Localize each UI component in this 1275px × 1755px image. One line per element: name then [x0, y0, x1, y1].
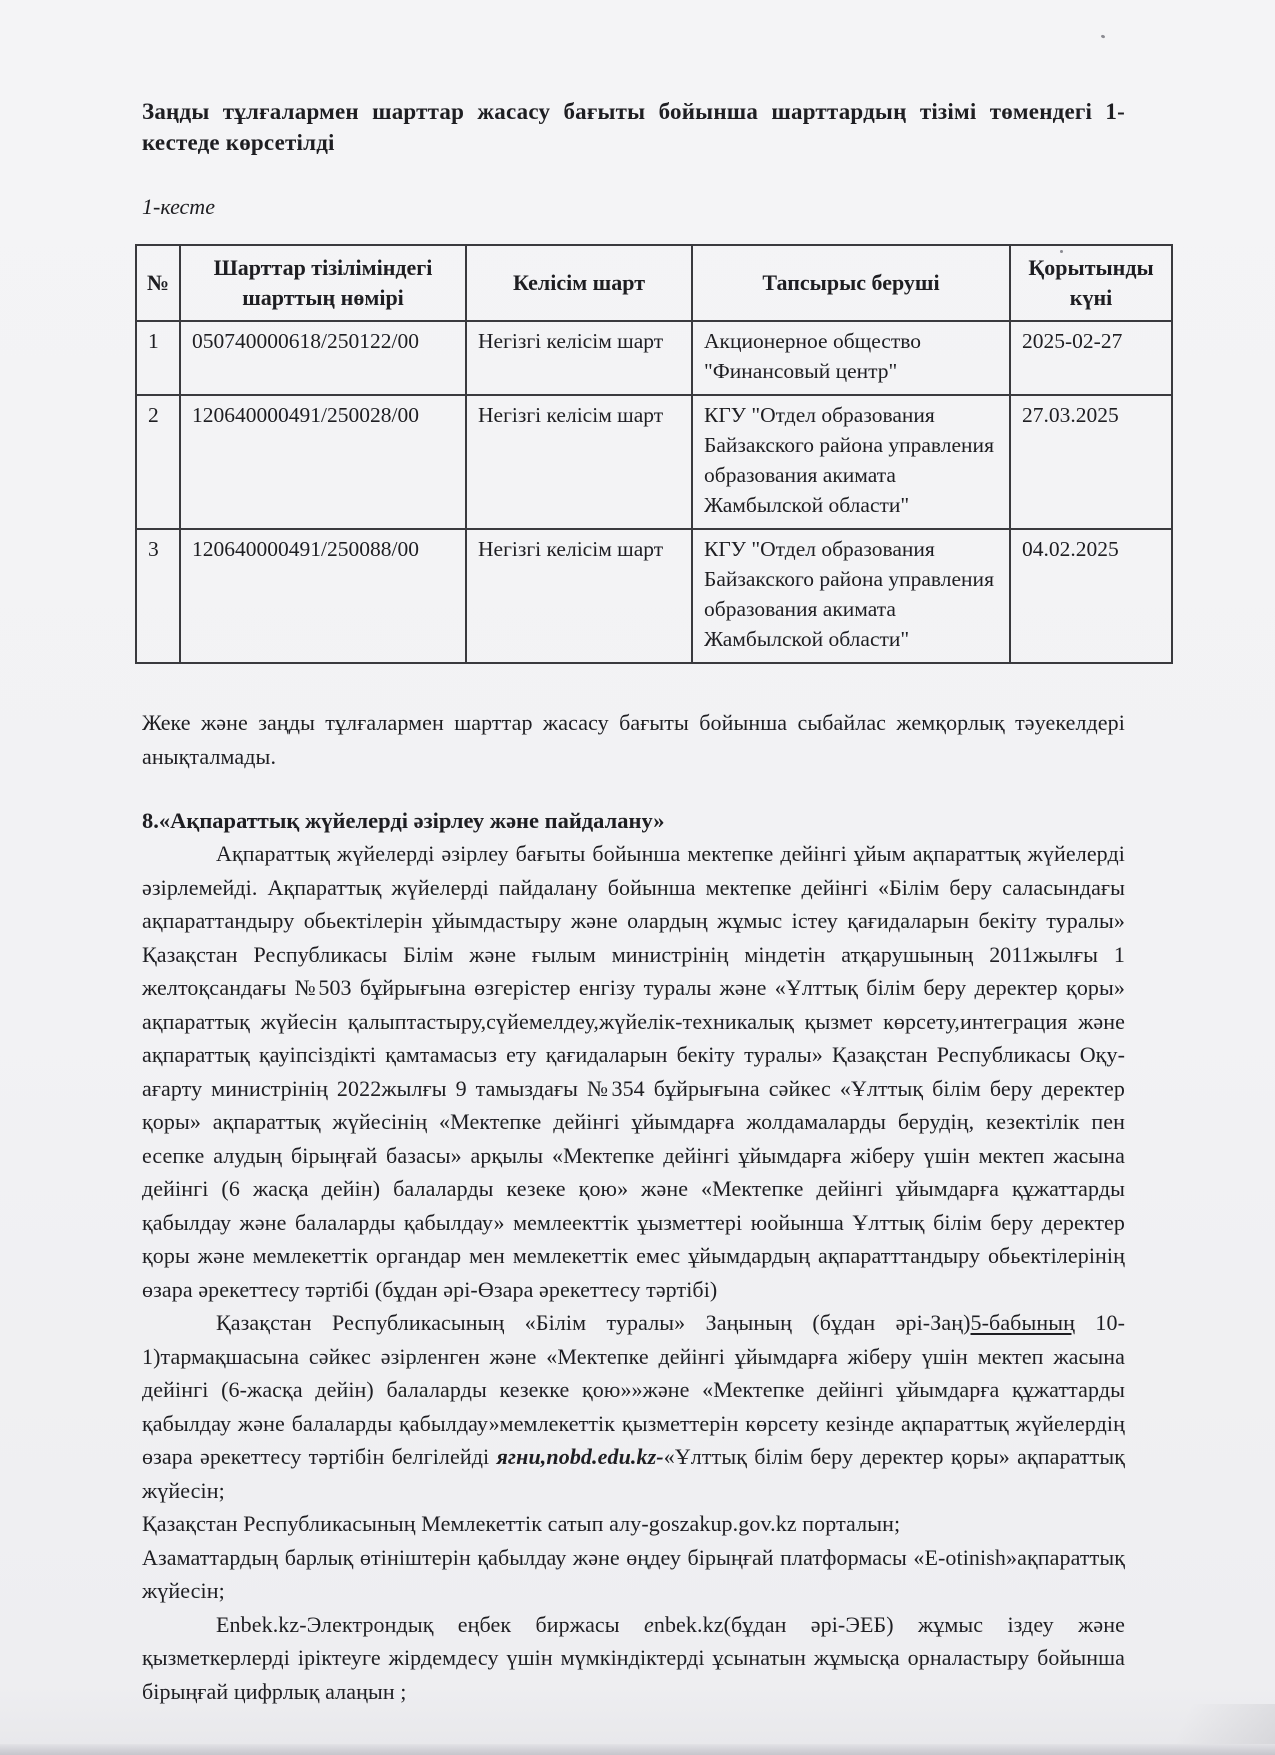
enbek-text-start: Enbek.kz-Электрондық еңбек биржасы [216, 1611, 644, 1637]
contracts-table [135, 244, 1173, 664]
cell-final-date: 27.03.2025 [1010, 395, 1172, 529]
table-row [136, 529, 1172, 663]
header-final-date: Қорытынды күні [1010, 245, 1172, 321]
enbek-italic-letter: e [643, 1611, 654, 1637]
table-label: 1-кесте [142, 194, 215, 219]
scan-corner-shade [1135, 1704, 1275, 1746]
header-customer: Тапсырыс беруші [692, 245, 1010, 321]
law-article-underlined: 5-бабының [970, 1310, 1075, 1335]
cell-number: 3 [136, 529, 180, 663]
cell-contract-number: 120640000491/250028/00 [180, 395, 466, 529]
table-header-row [136, 245, 1172, 321]
header-contract-number: Шарттар тізіліміндегі шарттың нөмірі [180, 245, 466, 321]
cell-customer: КГУ "Отдел образования Байзакского района управления образования акимата Жамбылской области" [692, 529, 1010, 663]
cell-final-date: 2025-02-27 [1010, 321, 1172, 395]
para-education-law [142, 1306, 1125, 1507]
enbek-text-end: nbek.kz(бұдан әрі-ЭЕБ) жұмыс іздеу және қызметкерлерді іріктеуге жірдемдесу үшін мүмкіндіктерді ұсынатын жұмысқа орналастыру бойынша бірыңғай цифрлық алаңын ; [142, 1611, 1125, 1704]
law-text-before: Қазақстан Республикасының «Білім туралы» Заңының (бұдан әрі-Заң) [216, 1310, 971, 1335]
para-enbek-exchange [142, 1608, 1125, 1709]
para-no-corruption-risk: Жеке және заңды тұлғалармен шарттар жасасу бағыты бойынша сыбайлас жемқорлық тәуекелдері анықталмады. [142, 710, 1125, 769]
law-text-middle: 10-1)тармақшасына сәйкес әзірленген және «Мектепке дейінгі ұйымдарға жіберу үшін мектеп жасына дейінгі (6-жасқа дейін) балаларды кезекке қою»»және «Мектепке дейінгі ұйымдарға құжаттарды қабылдау және балаларды қабылдау»мемлекеттік қызметтерін көрсету кезінде ақпараттық жүйелердің өзара әрекеттесу тәртібін белгілейді [142, 1310, 1125, 1469]
cell-agreement-type: Негізгі келісім шарт [466, 395, 692, 529]
cell-contract-number: 120640000491/250088/00 [180, 529, 466, 663]
cell-customer: КГУ "Отдел образования Байзакского района управления образования акимата Жамбылской области" [692, 395, 1010, 529]
cell-contract-number: 050740000618/250122/00 [180, 321, 466, 395]
para-eotinish-platform: Азаматтардың барлық өтініштерін қабылдау және өңдеу бірыңғай платформасы «E-otinish»ақпараттық жүйесін; [142, 1544, 1125, 1603]
header-agreement-type: Келісім шарт [466, 245, 692, 321]
table-row [136, 395, 1172, 529]
law-text-after: «Ұлттық білім беру деректер қоры» ақпараттық жүйесін; [142, 1444, 1125, 1503]
cell-agreement-type: Негізгі келісім шарт [466, 321, 692, 395]
scan-speck [1060, 250, 1063, 253]
cell-number: 1 [136, 321, 180, 395]
cell-agreement-type: Негізгі келісім шарт [466, 529, 692, 663]
para-goszakup-portal: Қазақстан Республикасының Мемлекеттік сатып алу-goszakup.gov.kz порталын; [142, 1511, 901, 1536]
para-info-systems: Ақпараттық жүйелерді әзірлеу бағыты бойынша мектепке дейінгі ұйым ақпараттық жүйелерді әзірлемейді. Ақпараттық жүйелерді пайдалану бойынша мектепке дейінгі «Білім беру саласындағы ақпараттандыру обьектілерін ұйымдастыру және олардың жұмыс істеу қағидаларын бекіту туралы» Қазақстан Республикасы Білім және ғылым министрінің міндетін атқарушының 2011жылғы 1 желтоқсандағы №503 бұйрығына өзгерістер енгізу туралы және «Ұлттық білім беру деректер қоры» ақпараттық жүйесін қалыптастыру,сүйемелдеу,жүйелік-техникалық қызмет көрсету,интеграция және ақпараттық қауіпсіздікті қамтамасыз ету қағидаларын бекіту туралы» Қазақстан Республикасы Оқу-ағарту министрінің 2022жылғы 9 тамыздағы №354 бұйрығына сәйкес «Ұлттық білім беру деректер қоры» ақпараттық жүйесінің «Мектепке дейінгі ұйымдарға жолдамаларды берудің, кезектілік пен есепке алудың бірыңғай базасы» арқылы «Мектепке дейінгі ұйымдарға жіберу үшін мектеп жасына дейінгі (6 жасқа дейін) балаларды кезеке қою» және «Мектепке дейінгі ұйымдарға құжаттарды қабылдау және балаларды қабылдау» мемлеекттік ұызметтері юойынша Ұлттық білім беру деректер қоры және мемлекеттік органдар мен мемлекеттік емес ұйымдардың ақпаратттандыру обьектілерінің өзара әрекеттесу тәртібі (бұдан әрі-Өзара әрекеттесу тәртібі) [142, 841, 1125, 1302]
cell-final-date: 04.02.2025 [1010, 529, 1172, 663]
table-row [136, 321, 1172, 395]
cell-number: 2 [136, 395, 180, 529]
document-title: Заңды тұлғалармен шарттар жасасу бағыты бойынша шарттардың тізімі төмендегі 1-кестеде көрсетілді [142, 99, 1125, 155]
header-number: № [136, 245, 180, 321]
scan-bottom-edge [0, 1744, 1275, 1755]
nobd-site-reference: ягни,nobd.edu.kz- [496, 1444, 664, 1469]
section8-heading: 8.«Ақпараттық жүйелерді әзірлеу және пайдалану» [142, 808, 665, 833]
cell-customer: Акционерное общество "Финансовый центр" [692, 321, 1010, 395]
